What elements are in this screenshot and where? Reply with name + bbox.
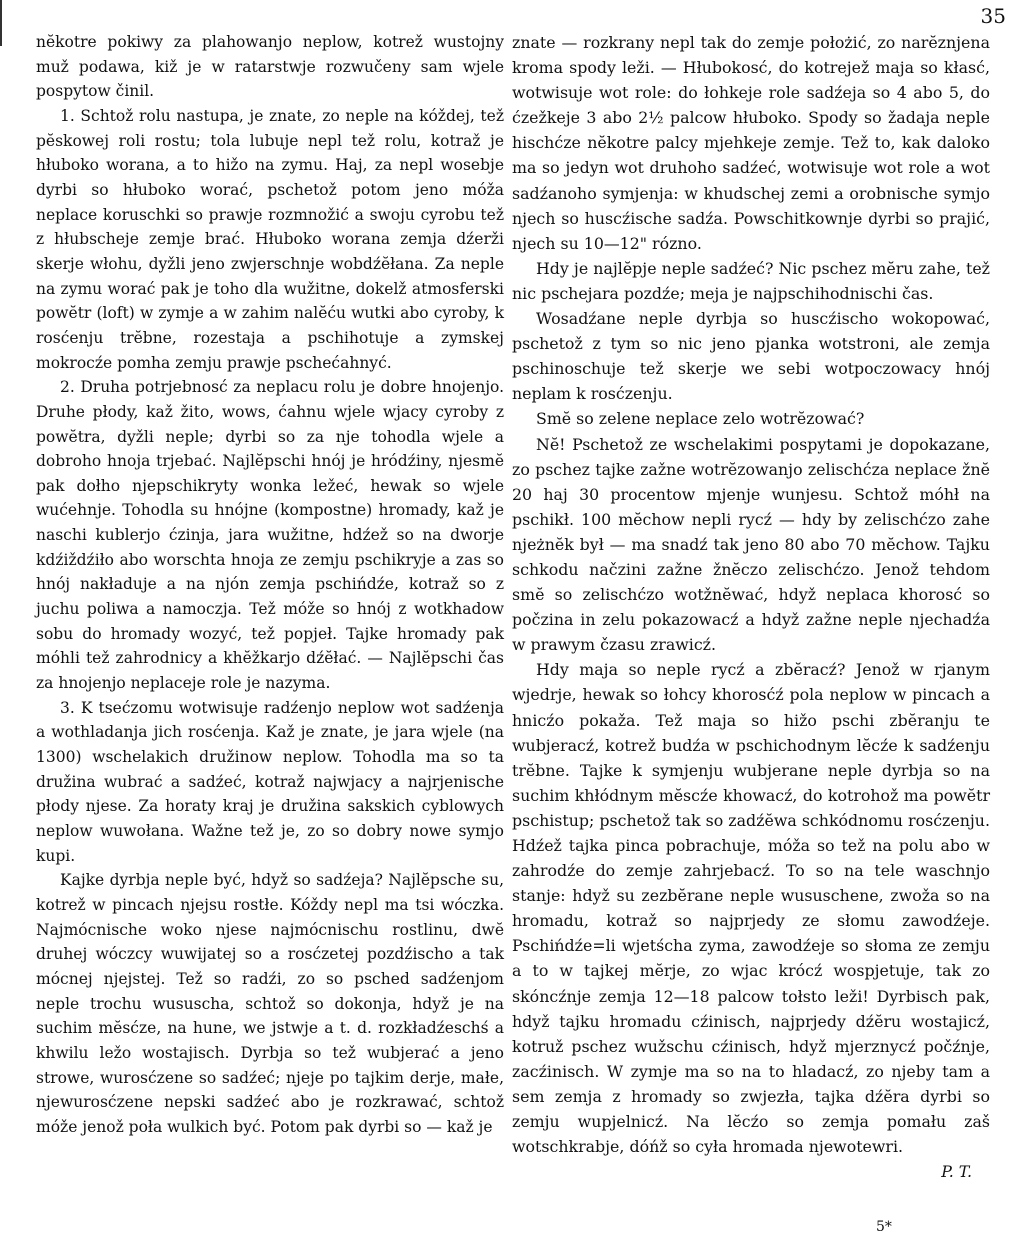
paragraph: Nĕ! Pschetož ze wschelakimi pospytami je dopokazane, zo pschez tajke zažne wotrĕzowanjo zelischćza neplace žnĕ 20 haj 30 procentow mjenje wunjesu. Schtož móhł na pschikł. 100 mĕchow nepli rycź — hdy by zelischćzo zahe njeżnĕk był — ma snadź tak jeno 80 abo 70 mĕchow. Tajku schkodu načzini zažne žnĕczo zelischćzo. Jenož tehdom smĕ so zelischćzo wotžnĕwać, hdyž neplaca khorosć so počzina in zelu pokazowacź a hdyž zažne neple njechadźa w prawym čzasu zrawicź. <box>512 434 990 655</box>
paragraph: znate — rozkrany nepl tak do zemje położić, zo narĕznjena kroma spody leži. — Hłubokosć, do kotrejež maja so kłasć, wotwisuje wot role: do łohkeje role sadźeja so 4 abo 5, do ćzežkeje 3 abo 2½ palcow hłuboko. Spody so žadaja neple hischćze nĕkotre palcy mjehkeje zemje. Tež to, kak daloko ma so jedyn wot druhoho sadźeć, wotwisuje wot role a wot sadźanoho symjenja: w khudschej zemi a orobnische symjo njech so huscźische sadźa. Powschitkownje dyrbi so prajić, njech su 10—12" rózno. <box>512 33 990 253</box>
page-number: 35 <box>980 4 1006 28</box>
paragraph: 3. K tsećzomu wotwisuje radźenjo neplow wot sadźenja a wothladanja jich rosćenja. Kaž je znate, je jara wjele (na 1300) wschelakich družinow neplow. Tohodla ma so ta družina wubrać a sadźeć, kotraž najwjacy a najrjenische płody njese. Za horaty kraj je družina sakskich cyblowych neplow wuwołana. Wažne tež je, zo so dobry nowe symjo kupi. <box>36 698 504 865</box>
signature: P. T. <box>941 1162 972 1182</box>
paragraph: Hdy je najlĕpje neple sadźeć? Nic pschez mĕru zahe, tež nic pschejara pozdźe; meja je najpschihodnischi čas. <box>512 258 990 303</box>
left-column <box>36 30 504 1140</box>
right-column <box>512 30 990 1184</box>
margin-rule <box>0 0 2 46</box>
paragraph: Wosadźane neple dyrbja so huscźischo wokopować, pschetož z tym so nic jeno pjanka wotstroni, ale zemja pschinoschuje tež skerje we sebi wotpoczowacy hnój neplam k rosćzenju. <box>512 309 990 404</box>
paragraph: 1. Schtož rolu nastupa, je znate, zo neple na kóždej, tež pĕskowej roli rostu; tola lubuje nepl tež rolu, kotraž je hłuboko worana, a to hižo na zymu. Haj, za nepl wosebje dyrbi so hłuboko worać, pschetož potom jeno móža neplace koruschki so prawje rozmnožić a swoju cyrobu tež z hłubscheje zemje brać. Hłuboko worana zemja dźerži skerje włohu, dyžli jeno zwjerschnje wobdźĕłana. Za neple na zymu worać pak je toho dla wužitne, dokelž atmosferski powĕtr (loft) w zymje a w zahim nalĕću wutki abo cyroby, k rosćenju trĕbne, rozestaja a pschihotuje a zymskej mokrocźe pomha zemju prawje pschećahnyć. <box>36 106 504 372</box>
paragraph: Smĕ so zelene neplace zelo wotrĕzować? <box>536 409 865 429</box>
paragraph: Hdy maja so neple rycź a zbĕracź? Jenož w rjanym wjedrje, hewak so łohcy khorosćź pola neplow w pincach a hnicźo pokaža. Tež maja so hižo pschi zbĕranju te wubjeracź, kotrež budźa w pschichodnym lĕcźe k sadźenju trĕbne. Tajke k symjenju wubjerane neple dyrbja so na suchim khłódnym mĕscźe khowacź, do kotrohož ma powĕtr pschistup; pschetož tak so zadźĕwa schkódnomu rosćzenju. Hdźež tajka pinca pobrachuje, móža so tež na polu abo w zahrodźe do zemje zahrjebacź. To so na tele waschnjo stanje: hdyž su zezbĕrane neple wususchene, zwoža so na hromadu, kotraž so najprjedy ze słomu zawodźeje. Pschińdźe=li wjetścha zyma, zawodźeje so słoma ze zemju a to w tajkej mĕrje, zo wjac krócź wospjetuje, tak zo skóncźnje zemja 12—18 palcow tołsto leži! Dyrbisch pak, hdyž tajku hromadu cźinisch, najprjedy dźĕru wostajicź, kotruž pschez wužschu cźinisch, hdyž mjerznycź počźnje, zacźinisch. W zymje ma so na to hladacź, zo njeby tam a sem zemja z hromady so zwjezła, tajka dźĕra dyrbi so zemju wupjelnicź. Na lĕcźo so zemja pomału zaš wotschkrabje, dóńž so cyła hromada njewotewri. <box>512 660 990 1157</box>
paragraph: 2. Druha potrjebnosć za neplacu rolu je dobre hnojenjo. Druhe płody, kaž žito, wows, ćahnu wjele wjacy cyroby z powĕtra, dyžli neple; dyrbi so za nje tohodla wjele a dobroho hnoja trjebać. Najlĕpschi hnój je hródźiny, njesmĕ pak dołho njepschikryty wonka ležeć, hewak so wjele wućehnje. Tohodla su hnójne (kompostne) hromady, kaž je naschi kublerjo ćzinja, jara wužitne, hdźež so na dworje kdźiždźiło abo worschta hnoja ze zemju pschikryje a zas so hnój nakładuje a na njón zemja pschińdźe, kotraž so z juchu poliwa a namoczja. Tež móže so hnój z wotkhadow sobu do hromady wozyć, tež popjeł. Tajke hromady pak móhli tež zahrodnicy a khĕžkarjo dźĕłać. — Najlĕpschi čas za hnojenjo neplaceje role je nazyma. <box>36 378 504 693</box>
paragraph: Kajke dyrbja neple być, hdyž so sadźeja? Najlĕpsche su, kotrež w pincach njejsu rostłe. Kóždy nepl ma tsi wóczka. Najmócnische woko njese najmócnischu rostlinu, dwĕ druhej wóczcy wuwijatej so a rosćzetej pozdźischo a tak mócnej njejstej. Tež so radźi, zo so psched sadźenjom neple trochu wususcha, schtož so dokonja, hdyž je na suchim mĕsćze, na hune, we jstwje a t. d. rozkładźeschś a khwilu ležo wostajisch. Dyrbja so tež wubjerać a jeno strowe, wurosćzene so sadźeć; njeje po tajkim derje, małe, njewurosćzene nepski sadźeć abo je rozkrawać, schtož móže jenož poła wulkich być. Potom pak dyrbi so — kaž je <box>36 871 504 1136</box>
paragraph: nĕkotre pokiwy za plahowanjo neplow, kotrež wustojny muž podawa, kiž je w ratarstwje rozwučeny sam wjele pospytow činil. <box>36 33 504 101</box>
signature-mark: 5* <box>876 1219 892 1235</box>
